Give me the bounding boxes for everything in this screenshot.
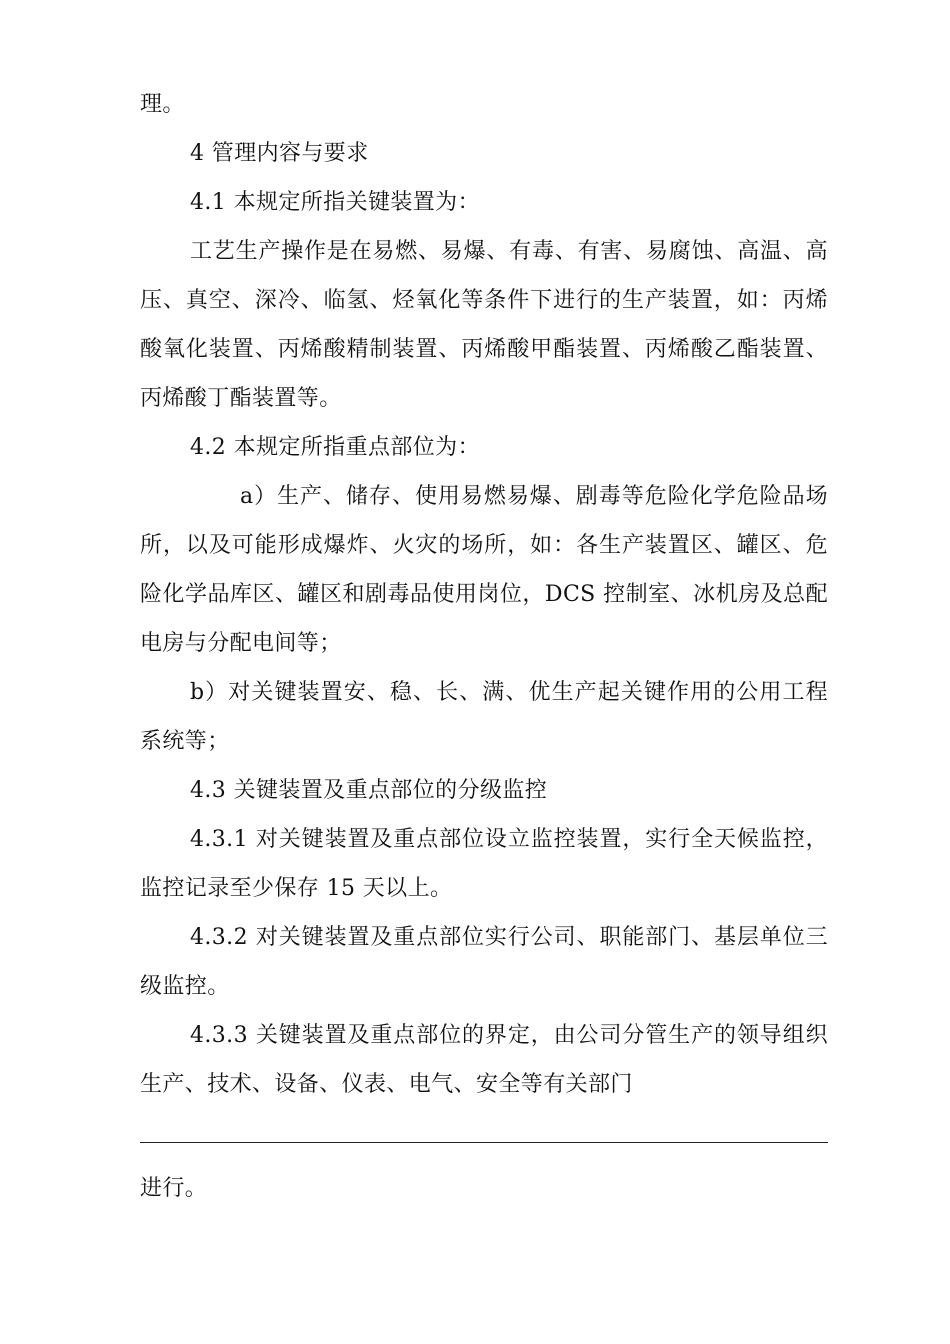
- clause-4-3-2: 4.3.2 对关键装置及重点部位实行公司、职能部门、基层单位三级监控。: [140, 925, 828, 999]
- clause-4-3-1: 4.3.1 对关键装置及重点部位设立监控装置，实行全天候监控，监控记录至少保存 15 天以上。: [140, 827, 828, 901]
- clause-4-3-3: 4.3.3 关键装置及重点部位的界定，由公司分管生产的领导组织生产、技术、设备、仪表、电气、安全等有关部门: [140, 1023, 828, 1097]
- clause-4-2-item-b: b）对关键装置安、稳、长、满、优生产起关键作用的公用工程系统等；: [140, 680, 828, 754]
- clause-4-1-body: 工艺生产操作是在易燃、易爆、有毒、有害、易腐蚀、高温、高压、真空、深冷、临氢、烃氧化等条件下进行的生产装置，如：丙烯酸氧化装置、丙烯酸精制装置、丙烯酸甲酯装置、丙烯酸乙酯装置、丙烯酸丁酯装置等。: [140, 239, 828, 411]
- continuation-text: 进行。: [140, 1176, 208, 1201]
- paragraph-continuation-top: 理。: [140, 92, 185, 117]
- clause-4-3-heading: 4.3 关键装置及重点部位的分级监控: [190, 778, 548, 803]
- clause-4-2-item-a: a）生产、储存、使用易燃易爆、剧毒等危险化学危险品场所，以及可能形成爆炸、火灾的场所，如：各生产装置区、罐区、危险化学品库区、罐区和剧毒品使用岗位，DCS 控制室、冰机房及总配电房与分配电间等；: [140, 484, 828, 656]
- document-body: [140, 80, 828, 1109]
- clause-4-1-heading: 4.1 本规定所指关键装置为：: [190, 190, 480, 215]
- clause-4-2-heading: 4.2 本规定所指重点部位为：: [190, 435, 480, 460]
- page-divider-line: [140, 1142, 828, 1143]
- section-heading-4: 4 管理内容与要求: [190, 141, 369, 166]
